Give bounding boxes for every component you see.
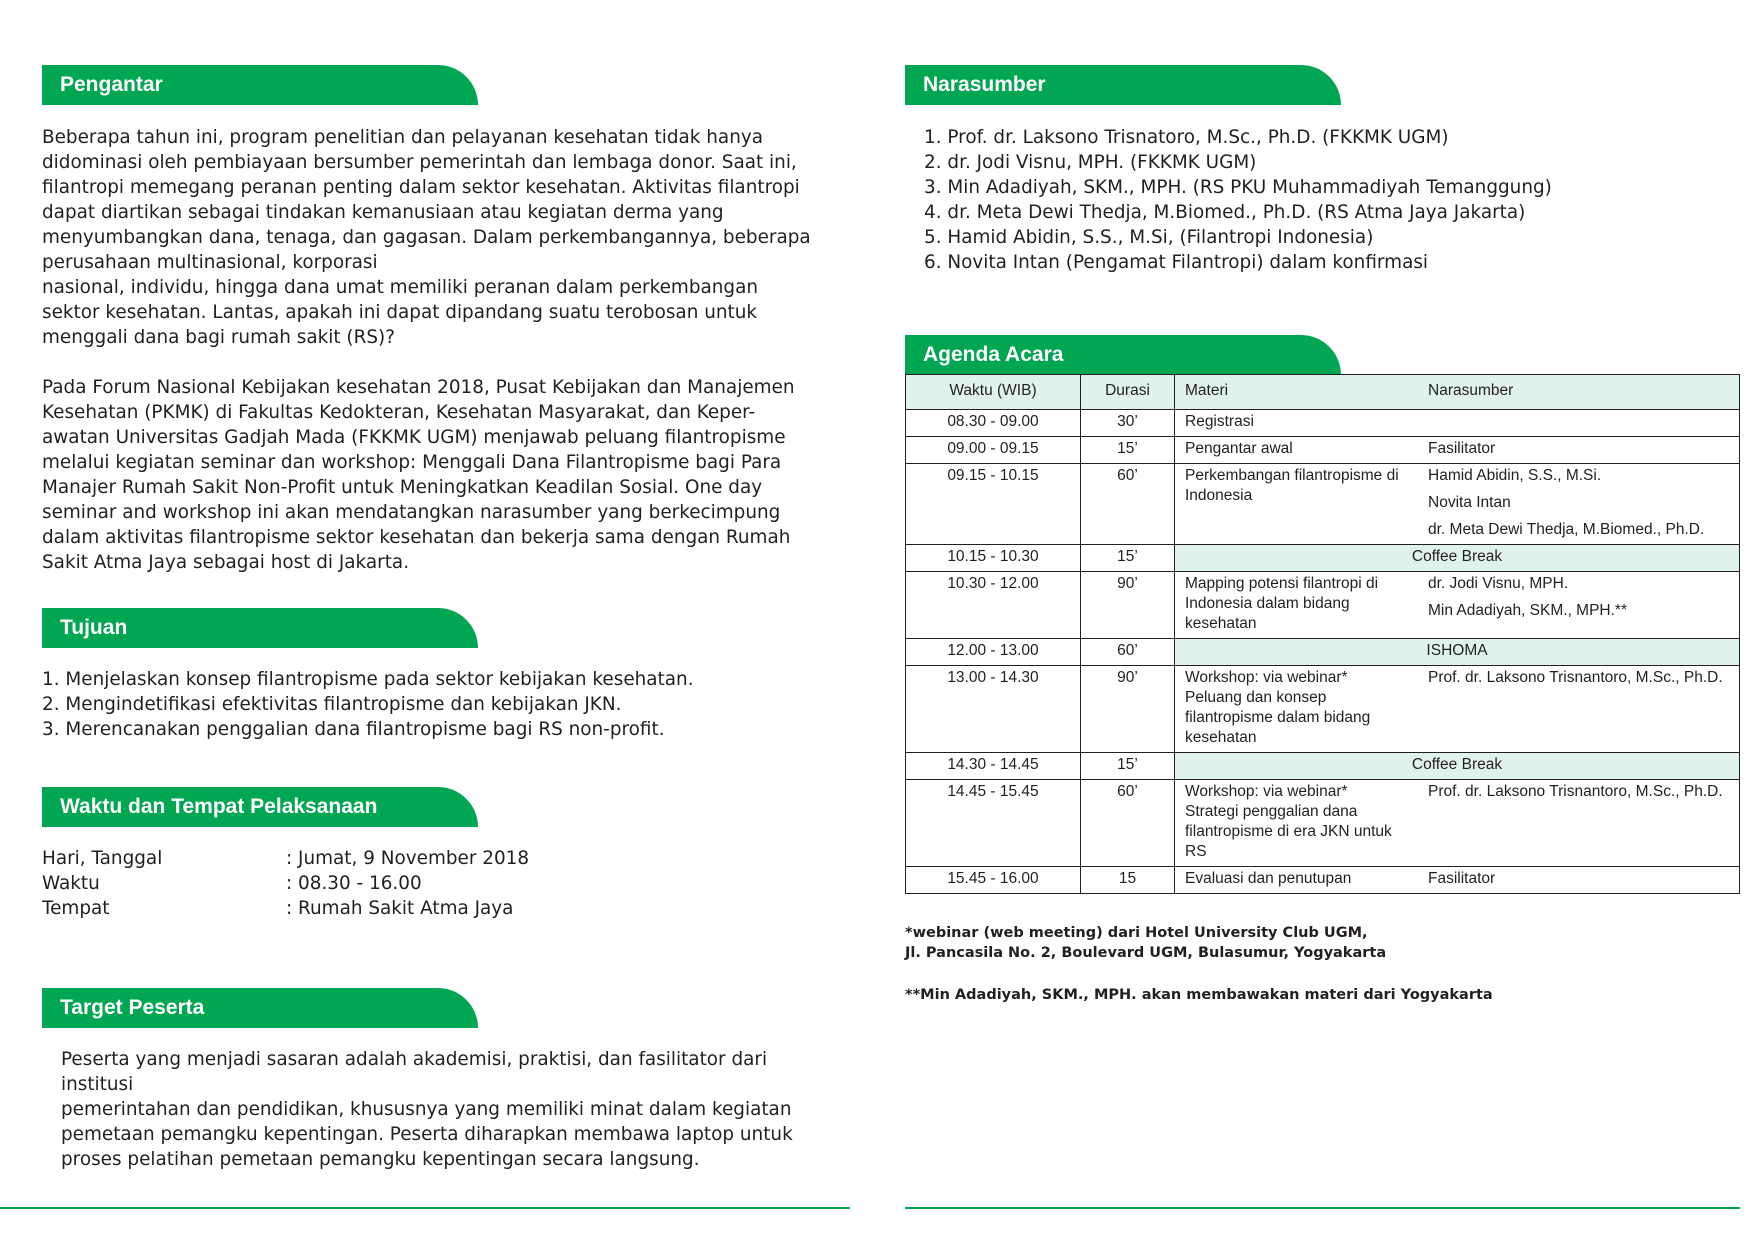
table-row xyxy=(906,572,1740,639)
cell-duration: 60’ xyxy=(1081,780,1175,867)
table-row xyxy=(906,410,1740,437)
cell-duration: 15’ xyxy=(1081,437,1175,464)
agenda-table-body xyxy=(906,410,1740,894)
cell-duration: 30’ xyxy=(1081,410,1175,437)
cell-duration: 90’ xyxy=(1081,572,1175,639)
cell-time: 10.30 - 12.00 xyxy=(906,572,1081,639)
column-header-durasi: Durasi xyxy=(1081,375,1175,410)
cell-time: 09.15 - 10.15 xyxy=(906,464,1081,545)
cell-break: ISHOMA xyxy=(1175,639,1740,666)
pengantar-paragraph-2: Pada Forum Nasional Kebijakan kesehatan 2018, Pusat Kebijakan dan Manajemen Kesehatan (PKMK) di Fakultas Kedokteran, Kesehatan Masyarakat, dan Keper- awatan Universitas Gadjah Mada (FKKMK UGM) menjawab peluang filantropisme melalui kegiatan seminar dan workshop: Menggali Dana Filantropisme bagi Para Manajer Rumah Sakit Non-Profit untuk Meningkatkan Keadilan Sosial. One day seminar and workshop ini akan mendatangkan narasumber yang berkecimpung dalam aktivitas filantropisme sektor kesehatan dan bekerja sama dengan Rumah Sakit Atma Jaya sebagai host di Jakarta. xyxy=(42,377,795,573)
section-heading-pengantar: Pengantar xyxy=(42,65,478,105)
speaker-name: Fasilitator xyxy=(1428,440,1496,457)
cell-time: 14.30 - 14.45 xyxy=(906,753,1081,780)
cell-narasumber xyxy=(1418,780,1740,867)
table-header-row xyxy=(906,375,1740,410)
table-row xyxy=(906,464,1740,545)
speaker-name: dr. Jodi Visnu, MPH. xyxy=(1428,575,1569,592)
info-label: Hari, Tanggal xyxy=(42,848,163,869)
cell-time: 08.30 - 09.00 xyxy=(906,410,1081,437)
speaker-name: Min Adadiyah, SKM., MPH.** xyxy=(1428,602,1627,619)
speaker-name: dr. Meta Dewi Thedja, M.Biomed., Ph.D. xyxy=(1428,521,1705,538)
cell-time: 15.45 - 16.00 xyxy=(906,867,1081,894)
cell-materi: Evaluasi dan penutupan xyxy=(1175,867,1419,894)
cell-duration: 60’ xyxy=(1081,464,1175,545)
section-heading-narasumber: Narasumber xyxy=(905,65,1341,105)
cell-materi: Perkembangan filantropisme di Indonesia xyxy=(1175,464,1419,545)
cell-time: 14.45 - 15.45 xyxy=(906,780,1081,867)
cell-duration: 90’ xyxy=(1081,666,1175,753)
cell-narasumber xyxy=(1418,572,1740,639)
target-body xyxy=(61,1047,841,1172)
narasumber-list xyxy=(924,125,1724,275)
column-header-materi: Materi xyxy=(1175,375,1419,410)
section-heading-agenda: Agenda Acara xyxy=(905,335,1341,375)
column-header-narasumber: Narasumber xyxy=(1418,375,1740,410)
cell-time: 12.00 - 13.00 xyxy=(906,639,1081,666)
table-row-break xyxy=(906,639,1740,666)
table-row-break xyxy=(906,753,1740,780)
cell-materi: Workshop: via webinar* Peluang dan konsep filantropisme dalam bidang kesehatan xyxy=(1175,666,1419,753)
list-item: 1. Menjelaskan konsep filantropisme pada sektor kebijakan kesehatan. xyxy=(42,669,694,690)
cell-break: Coffee Break xyxy=(1175,753,1740,780)
pengantar-body xyxy=(42,125,832,575)
cell-narasumber xyxy=(1418,666,1740,753)
speaker-name: Prof. dr. Laksono Trisnantoro, M.Sc., Ph.D. xyxy=(1428,669,1723,686)
tujuan-list xyxy=(42,667,832,742)
info-value: : Rumah Sakit Atma Jaya xyxy=(286,898,514,919)
section-heading-waktu: Waktu dan Tempat Pelaksanaan xyxy=(42,787,478,827)
table-row xyxy=(906,867,1740,894)
bottom-divider-right xyxy=(905,1207,1740,1209)
cell-materi: Workshop: via webinar* Strategi penggalian dana filantropisme di era JKN untuk RS xyxy=(1175,780,1419,867)
agenda-table xyxy=(905,374,1740,894)
speaker-name: Hamid Abidin, S.S., M.Si. xyxy=(1428,467,1602,484)
table-row xyxy=(906,437,1740,464)
list-item: 4. dr. Meta Dewi Thedja, M.Biomed., Ph.D. (RS Atma Jaya Jakarta) xyxy=(924,202,1526,223)
info-row-tanggal xyxy=(42,846,832,871)
speaker-name: Novita Intan xyxy=(1428,494,1511,511)
cell-materi: Pengantar awal xyxy=(1175,437,1419,464)
list-item: 6. Novita Intan (Pengamat Filantropi) dalam konfirmasi xyxy=(924,252,1429,273)
list-item: 1. Prof. dr. Laksono Trisnatoro, M.Sc., Ph.D. (FKKMK UGM) xyxy=(924,127,1449,148)
section-heading-tujuan: Tujuan xyxy=(42,608,478,648)
cell-break: Coffee Break xyxy=(1175,545,1740,572)
column-header-waktu: Waktu (WIB) xyxy=(906,375,1081,410)
list-item: 3. Merencanakan penggalian dana filantropisme bagi RS non-profit. xyxy=(42,719,665,740)
table-row-break xyxy=(906,545,1740,572)
webinar-note: *webinar (web meeting) dari Hotel University Club UGM, Jl. Pancasila No. 2, Boulevard UGM, Bulasumur, Yogyakarta xyxy=(905,925,1387,961)
list-item: 2. dr. Jodi Visnu, MPH. (FKKMK UGM) xyxy=(924,152,1257,173)
cell-duration: 15 xyxy=(1081,867,1175,894)
table-row xyxy=(906,780,1740,867)
info-row-tempat xyxy=(42,896,832,921)
waktu-info xyxy=(42,846,832,921)
cell-duration: 60’ xyxy=(1081,639,1175,666)
cell-duration: 15’ xyxy=(1081,753,1175,780)
info-value: : Jumat, 9 November 2018 xyxy=(286,848,530,869)
cell-narasumber xyxy=(1418,410,1740,437)
list-item: 3. Min Adadiyah, SKM., MPH. (RS PKU Muhammadiyah Temanggung) xyxy=(924,177,1552,198)
speaker-name: Prof. dr. Laksono Trisnantoro, M.Sc., Ph.D. xyxy=(1428,783,1723,800)
list-item: 5. Hamid Abidin, S.S., M.Si, (Filantropi Indonesia) xyxy=(924,227,1374,248)
list-item: 2. Mengindetifikasi efektivitas filantropisme dan kebijakan JKN. xyxy=(42,694,622,715)
cell-materi: Mapping potensi filantropi di Indonesia dalam bidang kesehatan xyxy=(1175,572,1419,639)
info-label: Tempat xyxy=(42,898,110,919)
bottom-divider-left xyxy=(0,1207,850,1209)
info-label: Waktu xyxy=(42,873,100,894)
cell-narasumber xyxy=(1418,464,1740,545)
speaker-location-note: **Min Adadiyah, SKM., MPH. akan membawakan materi dari Yogyakarta xyxy=(905,987,1493,1003)
cell-time: 13.00 - 14.30 xyxy=(906,666,1081,753)
cell-narasumber xyxy=(1418,867,1740,894)
cell-materi: Registrasi xyxy=(1175,410,1419,437)
pengantar-paragraph-1: Beberapa tahun ini, program penelitian dan pelayanan kesehatan tidak hanya didominasi oleh pembiayaan bersumber pemerintah dan lembaga donor. Saat ini, filantropi memegang peranan penting dalam sektor kesehatan. Aktivitas filantropi dapat diartikan sebagai tindakan kemanusiaan atau kegiatan derma yang menyumbangkan dana, tenaga, dan gagasan. Dalam perkembangannya, beberapa perusahaan multinasional, korporasi nasional, individu, hingga dana umat memiliki peranan dalam perkembangan sektor kesehatan. Lantas, apakah ini dapat dipandang suatu terobosan untuk menggali dana bagi rumah sakit (RS)? xyxy=(42,127,811,348)
target-paragraph: Peserta yang menjadi sasaran adalah akademisi, praktisi, dan fasilitator dari institusi pemerintahan dan pendidikan, khususnya yang memiliki minat dalam kegiatan pemetaan pemangku kepentingan. Peserta diharapkan membawa laptop untuk proses pelatihan pemetaan pemangku kepentingan secara langsung. xyxy=(61,1049,793,1170)
section-heading-target: Target Peserta xyxy=(42,988,478,1028)
cell-time: 10.15 - 10.30 xyxy=(906,545,1081,572)
cell-time: 09.00 - 09.15 xyxy=(906,437,1081,464)
info-value: : 08.30 - 16.00 xyxy=(286,873,422,894)
info-row-waktu xyxy=(42,871,832,896)
table-row xyxy=(906,666,1740,753)
cell-narasumber xyxy=(1418,437,1740,464)
cell-duration: 15’ xyxy=(1081,545,1175,572)
speaker-name: Fasilitator xyxy=(1428,870,1496,887)
